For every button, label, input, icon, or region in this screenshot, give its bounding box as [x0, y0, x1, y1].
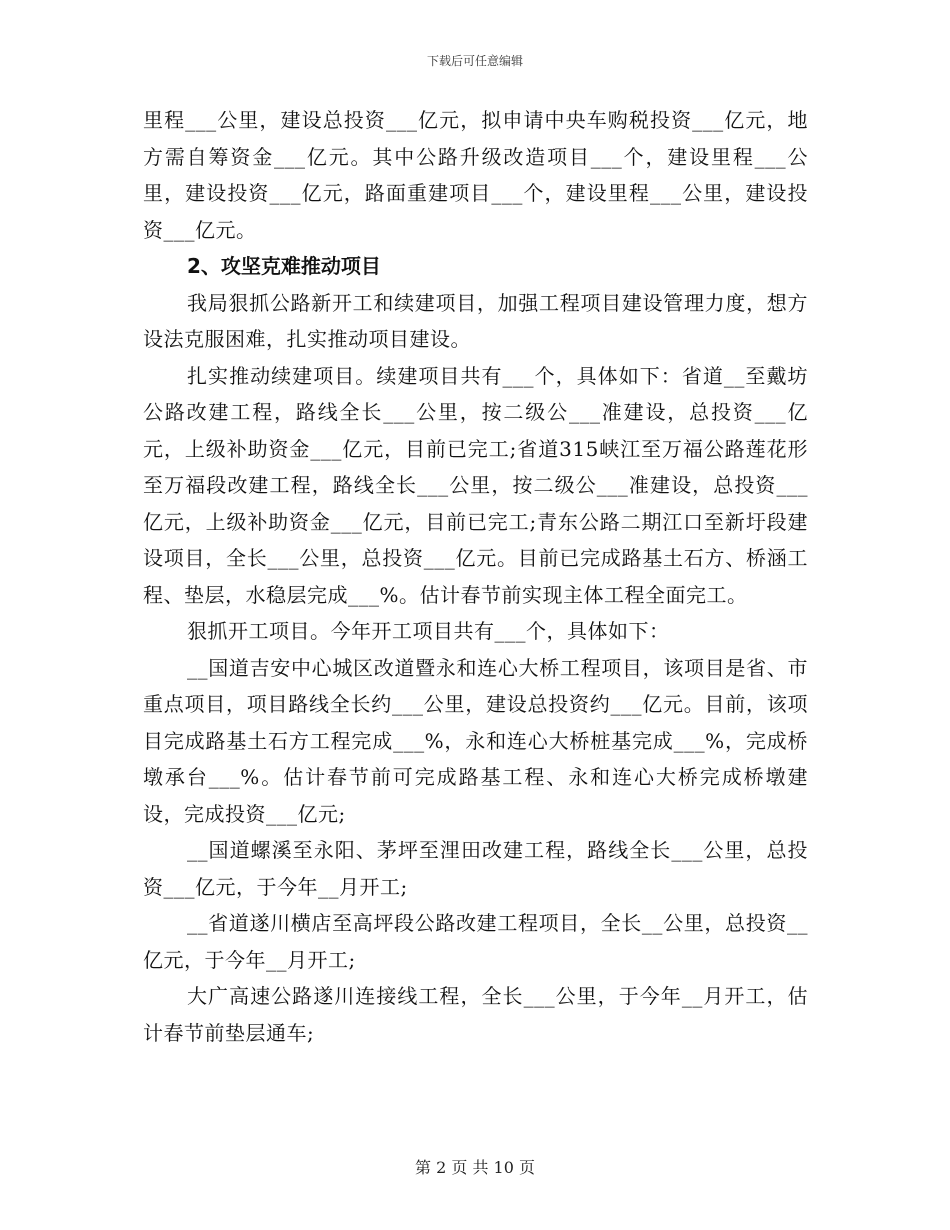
paragraph-project-item: __国道吉安中心城区改道暨永和连心大桥工程项目，该项目是省、市重点项目，项目路线全长约___公里，建设总投资约___亿元。目前，该项目完成路基土石方工程完成___%，永和连心大桥桩基完成___%，完成桥墩承台___%。估计春节前可完成路基工程、永和连心大桥完成桥墩建设，完成投资___亿元; — [143, 655, 808, 826]
paragraph-project-item: __国道螺溪至永阳、茅坪至浬田改建工程，路线全长___公里，总投资___亿元，于今年__月开工; — [143, 838, 808, 899]
paragraph-project-item: 大广高速公路遂川连接线工程，全长___公里，于今年__月开工，估计春节前垫层通车; — [143, 984, 808, 1045]
paragraph-project-item: __省道遂川横店至高坪段公路改建工程项目，全长__公里，总投资__亿元，于今年__月开工; — [143, 911, 808, 972]
paragraph-continuation: 里程___公里，建设总投资___亿元，拟申请中央车购税投资___亿元，地方需自筹资金___亿元。其中公路升级改造项目___个，建设里程___公里，建设投资___亿元，路面重建项目___个，建设里程___公里，建设投资___亿元。 — [143, 108, 808, 242]
paragraph-ongoing-projects: 扎实推动续建项目。续建项目共有___个，具体如下：省道__至戴坊公路改建工程，路线全长___公里，按二级公___准建设，总投资___亿元，上级补助资金___亿元，目前已完工;省道315峡江至万福公路莲花形至万福段改建工程，路线全长___公里，按二级公___准建设，总投资___亿元，上级补助资金___亿元，目前已完工;青东公路二期江口至新圩段建设项目，全长___公里，总投资___亿元。目前已完成路基土石方、桥涵工程、垫层，水稳层完成___%。估计春节前实现主体工程全面完工。 — [143, 363, 808, 607]
document-body — [143, 102, 808, 1051]
page-footer: 第 2 页 共 10 页 — [415, 1158, 535, 1177]
paragraph-new-projects: 狠抓开工项目。今年开工项目共有___个，具体如下： — [187, 619, 670, 643]
section-heading: 2、攻坚克难推动项目 — [187, 254, 381, 278]
page-header: 下载后可任意编辑 — [426, 54, 523, 68]
paragraph-intro: 我局狠抓公路新开工和续建项目，加强工程项目建设管理力度，想方设法克服困难，扎实推动项目建设。 — [143, 290, 808, 351]
